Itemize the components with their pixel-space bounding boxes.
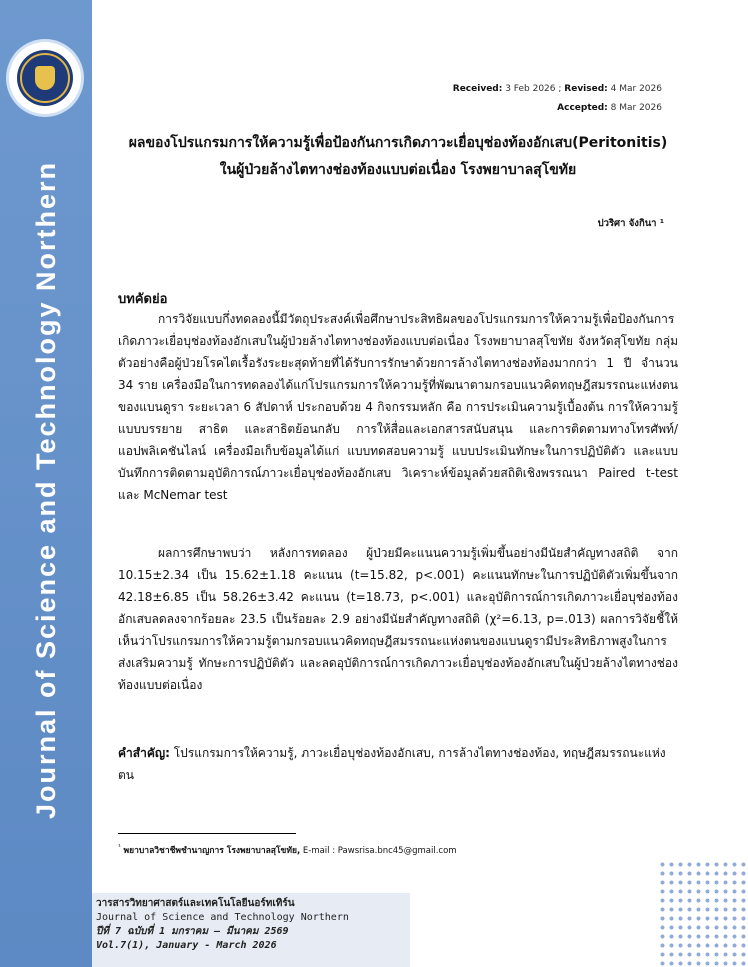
received-line: Received: 3 Feb 2026 ; Revised: 4 Mar 2026: [452, 84, 662, 94]
footnote-mark: ¹: [118, 842, 121, 851]
decorative-dot-pattern: [658, 860, 748, 967]
footnote-affiliation: พยาบาลวิชาชีพชำนาญการ โรงพยาบาลสุโขทัย,: [123, 845, 301, 856]
journal-footer: [96, 897, 406, 953]
paper-title-line-1: ผลของโปรแกรมการให้ความรู้เพื่อป้องกันการเกิดภาวะเยื่อบุช่องท้องอักเสบ(Peritonitis): [128, 135, 668, 151]
accepted-date: 8 Mar 2026: [610, 103, 662, 113]
footnote-email: E-mail : Pawsrisa.bnc45@gmail.com: [302, 845, 457, 856]
paper-title-line-2: ในผู้ป่วยล้างไตทางช่องท้องแบบต่อเนื่อง โรงพยาบาลสุโขทัย: [219, 162, 577, 178]
author-name: ปวริศา จังกินา ¹: [597, 218, 664, 229]
keywords-line: [118, 742, 678, 786]
abstract-p2-text: ผลการศึกษาพบว่า หลังการทดลอง ผู้ป่วยมีคะแนนความรู้เพิ่มขึ้นอย่างมีนัยสำคัญทางสถิติ จาก 10.15±2.34 เป็น 15.62±1.18 คะแนน (t=15.82, p<.001) คะแนนทักษะในการปฏิบัติตัวเพิ่มขึ้นจาก 42.18±6.85 เป็น 58.26±3.42 คะแนน (t=18.73, p<.001) และอุบัติการณ์การเกิดภาวะเยื่อบุช่องท้องอักเสบลดลงจากร้อยละ 23.5 เป็นร้อยละ 2.9 อย่างมีนัยสำคัญทางสถิติ (χ²=6.13, p=.013) ผลการวิจัยชี้ให้เห็นว่าโปรแกรมการให้ความรู้ตามกรอบแนวคิดทฤษฎีสมรรถนะแห่งตนของแบนดูรามีประสิทธิภาพสูงในการส่งเสริมความรู้ ทักษะการปฏิบัติตัว และลดอุบัติการณ์การเกิดภาวะเยื่อบุช่องท้องอักเสบในผู้ป่วยล้างไตทางช่องท้องแบบต่อเนื่อง: [118, 546, 678, 692]
footer-english-volume: Vol.7(1), January - March 2026: [96, 940, 277, 951]
abstract-p1-text: การวิจัยแบบกึ่งทดลองนี้มีวัตถุประสงค์เพื่อศึกษาประสิทธิผลของโปรแกรมการให้ความรู้เพื่อป้องกันการเกิดภาวะเยื่อบุช่องท้องอักเสบในผู้ป่วยล้างไตทางช่องท้องแบบต่อเนื่อง โรงพยาบาลสุโขทัย จังหวัดสุโขทัย กลุ่มตัวอย่างคือผู้ป่วยโรคไตเรื้อรังระยะสุดท้ายที่ได้รับการรักษาด้วยการล้างไตทางช่องท้องมากกว่า 1 ปี จำนวน 34 ราย เครื่องมือในการทดลองได้แก่โปรแกรมการให้ความรู้ที่พัฒนาตามกรอบแนวคิดทฤษฎีสมรรถนะแห่งตนของแบนดูรา ระยะเวลา 6 สัปดาห์ ประกอบด้วย 4 กิจกรรมหลัก คือ การประเมินความรู้เบื้องต้น การให้ความรู้แบบบรรยาย สาธิต และสาธิตย้อนกลับ การให้สื่อและเอกสารสนับสนุน และการติดตามทางโทรศัพท์/แอปพลิเคชันไลน์ เครื่องมือเก็บข้อมูลได้แก่ แบบทดสอบความรู้ แบบประเมินทักษะในการปฏิบัติตัว และแบบบันทึกการติดตามอุบัติการณ์ภาวะเยื่อบุช่องท้องอักเสบ วิเคราะห์ข้อมูลด้วยสถิติเชิงพรรณนา Paired t-test และ McNemar test: [118, 312, 678, 502]
footer-english-journal-name: Journal of Science and Technology Northern: [96, 912, 349, 923]
footer-thai-journal-name: วารสารวิทยาศาสตร์และเทคโนโลยีนอร์ทเทิร์น: [96, 898, 295, 909]
abstract-paragraph-2: [118, 542, 678, 696]
accepted-line: [557, 103, 662, 113]
journal-vertical-title: Journal of Science and Technology Northern: [31, 160, 61, 820]
revised-label: Revised:: [564, 84, 608, 94]
received-label: Received:: [452, 84, 503, 94]
revised-date: 4 Mar 2026: [610, 84, 662, 94]
footer-thai-volume: ปีที่ 7 ฉบับที่ 1 มกราคม – มีนาคม 2569: [96, 926, 289, 937]
accepted-label: Accepted:: [557, 103, 608, 113]
journal-sidebar: [0, 0, 92, 967]
logo-emblem-icon: [35, 66, 55, 90]
keywords-label: คำสำคัญ:: [118, 746, 170, 760]
abstract-heading: บทคัดย่อ: [118, 292, 168, 307]
received-date: 3 Feb 2026: [505, 84, 556, 94]
abstract-paragraph-1: [118, 308, 678, 506]
journal-logo: [9, 42, 81, 114]
footnote-divider: [118, 833, 296, 834]
keywords-text: โปรแกรมการให้ความรู้, ภาวะเยื่อบุช่องท้องอักเสบ, การล้างไตทางช่องท้อง, ทฤษฎีสมรรถนะแห่งตน: [118, 746, 666, 782]
footnote: [118, 842, 678, 857]
logo-seal: [17, 50, 73, 106]
